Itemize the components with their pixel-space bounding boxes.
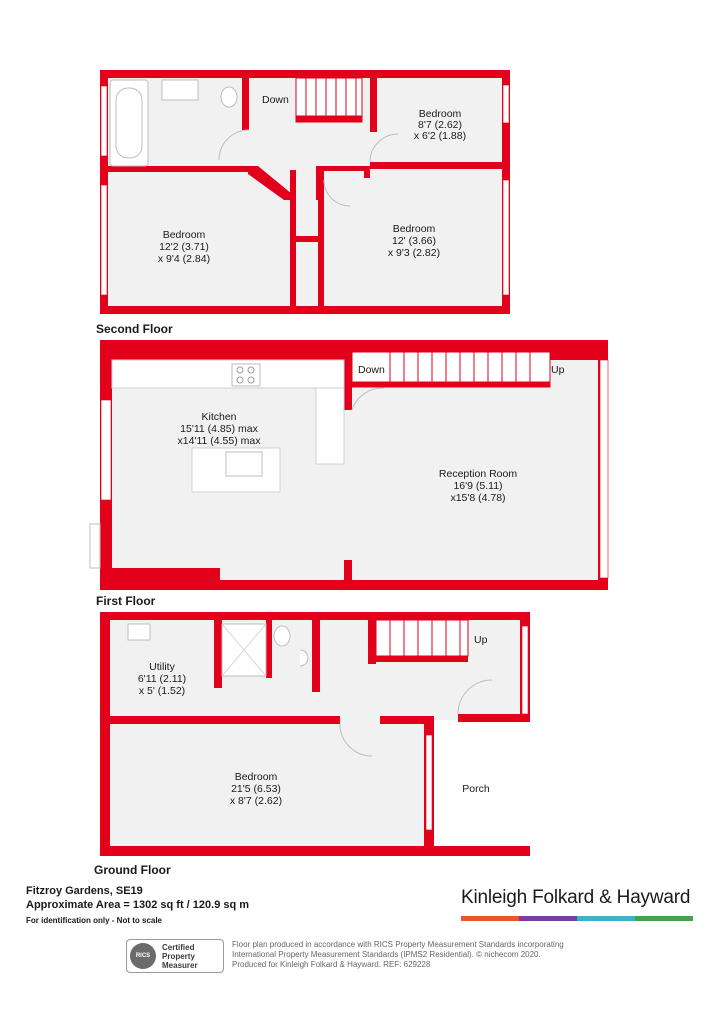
- first-stairs-down-label: Down: [358, 364, 385, 376]
- bedroom-c-name: Bedroom: [392, 223, 436, 235]
- utility-name: Utility: [149, 661, 175, 673]
- bedroom-a-name: Bedroom: [418, 108, 462, 120]
- second-floor-plan: [100, 70, 510, 314]
- scale-note: For identification only - Not to scale: [26, 916, 163, 925]
- first-floor-plan: [90, 340, 608, 590]
- badge-line2: Property: [162, 951, 195, 961]
- disclaimer-line3: Produced for Kinleigh Folkard & Hayward. REF: 629228: [232, 960, 431, 969]
- kitchen-dim2: x14'11 (4.55) max: [177, 435, 261, 447]
- bedroom-b-dim1: 12'2 (3.71): [159, 241, 209, 253]
- second-floor-label: Second Floor: [96, 322, 173, 336]
- property-address: Fitzroy Gardens, SE19: [26, 885, 143, 897]
- brand-stripe-green: [635, 916, 693, 921]
- disclaimer: [232, 940, 564, 970]
- kitchen-dim1: 15'11 (4.85) max: [180, 423, 258, 435]
- rics-certified-badge: [126, 939, 224, 973]
- ground-bedroom-dim1: 21'5 (6.53): [231, 783, 281, 795]
- brand-stripe-cyan: [577, 916, 635, 921]
- badge-line1: Certified: [162, 942, 195, 952]
- bedroom-c-dim2: x 9'3 (2.82): [387, 247, 441, 259]
- utility-dim1: 6'11 (2.11): [137, 673, 187, 685]
- second-stairs-label: Down: [262, 94, 289, 106]
- porch-name: Porch: [462, 783, 490, 795]
- bedroom-b-name: Bedroom: [162, 229, 206, 241]
- utility-dim2: x 5' (1.52): [138, 685, 186, 697]
- ground-floor-label: Ground Floor: [94, 863, 171, 877]
- disclaimer-line2: International Property Measurement Standards (IPMS2 Residential). © nichecom 2020.: [232, 950, 541, 959]
- kitchen-name: Kitchen: [201, 411, 237, 423]
- property-area: Approximate Area = 1302 sq ft / 120.9 sq m: [26, 899, 250, 911]
- ground-floor-plan: [100, 612, 530, 856]
- brand-stripe-purple: [519, 916, 577, 921]
- bedroom-c-dim1: 12' (3.66): [391, 235, 437, 247]
- ground-bedroom-dim2: x 8'7 (2.62): [229, 795, 283, 807]
- bedroom-a-dim1: 8'7 (2.62): [417, 119, 463, 131]
- brand-stripe-orange: [461, 916, 519, 921]
- rics-badge-text: [162, 943, 198, 970]
- bedroom-b-dim2: x 9'4 (2.84): [157, 253, 211, 265]
- rics-seal-icon: RICS: [130, 943, 156, 969]
- disclaimer-line1: Floor plan produced in accordance with RICS Property Measurement Standards incorporating: [232, 940, 564, 949]
- ground-bedroom-name: Bedroom: [234, 771, 278, 783]
- first-floor-label: First Floor: [96, 594, 156, 608]
- reception-name: Reception Room: [438, 468, 518, 480]
- ground-stairs-up-label: Up: [474, 634, 488, 646]
- reception-dim1: 16'9 (5.11): [453, 480, 503, 492]
- brand-name: Kinleigh Folkard & Hayward: [461, 887, 691, 908]
- bedroom-a-dim2: x 6'2 (1.88): [413, 130, 467, 142]
- badge-line3: Measurer: [162, 960, 198, 970]
- property-info: [26, 884, 249, 925]
- first-stairs-up-label: Up: [551, 364, 565, 376]
- reception-dim2: x15'8 (4.78): [450, 492, 506, 504]
